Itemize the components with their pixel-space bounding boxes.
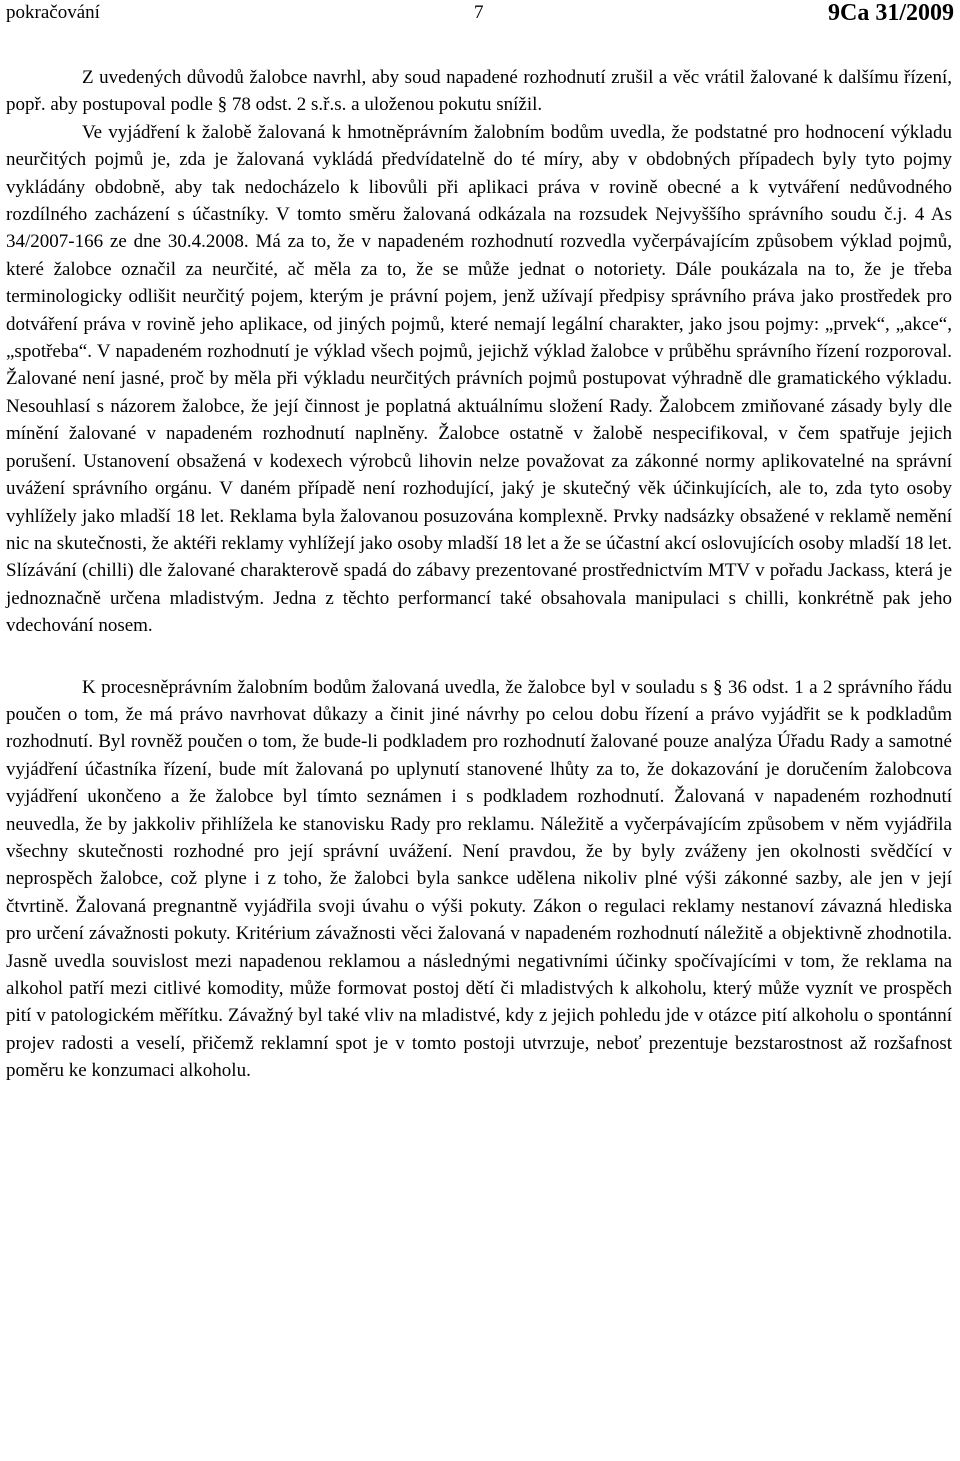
document-body xyxy=(6,64,952,1085)
paragraph-substantive-response: Ve vyjádření k žalobě žalovaná k hmotněprávním žalobním bodům uvedla, že podstatné pro hodnocení výkladu neurčitých pojmů je, zda je žalovaná vykládá předvídatelně do té míry, aby v obdobných případech byly tyto pojmy vykládány obdobně, aby tak nedocházelo k libovůli při aplikaci práva v rovině obecné a k vytváření nedůvodného rozdílného zacházení s účastníky. V tomto směru žalovaná odkázala na rozsudek Nejvyššího správního soudu č.j. 4 As 34/2007-166 ze dne 30.4.2008. Má za to, že v napadeném rozhodnutí rozvedla vyčerpávajícím způsobem výklad pojmů, které žalobce označil za neurčité, ač měla za to, že se může jednat o notoriety. Dále poukázala na to, že je třeba terminologicky odlišit neurčitý pojem, kterým je právní pojem, jenž užívají předpisy správního práva jako prostředek pro dotváření práva v rovině jeho aplikace, od jiných pojmů, které nemají legální charakter, jako jsou pojmy: „prvek“, „akce“, „spotřeba“. V napadeném rozhodnutí je výklad všech pojmů, jejichž výklad žalobce v průběhu správního řízení rozporoval. Žalované není jasné, proč by měla při výkladu neurčitých právních pojmů postupovat výhradně dle gramatického výkladu. Nesouhlasí s názorem žalobce, že její činnost je poplatná aktuálnímu složení Rady. Žalobcem zmiňované zásady byly dle mínění žalované v napadeném rozhodnutí naplněny. Žalobce ostatně v žalobě nespecifikoval, v čem spatřuje jejich porušení. Ustanovení obsažená v kodexech výrobců lihovin nelze považovat za zákonné normy aplikovatelné na správní uvážení správního orgánu. V daném případě není rozhodující, jaký je skutečný věk účinkujících, ale to, zda tyto osoby vyhlížely jako mladší 18 let. Reklama byla žalovanou posuzována komplexně. Prvky nadsázky obsažené v reklamě nemění nic na skutečnosti, že aktéři reklamy vyhlížejí jako osoby mladší 18 let a že se účastní akcí oslovujících osoby mladší 18 let. Slízávání (chilli) dle žalované charakterově spadá do zábavy prezentované prostřednictvím MTV v pořadu Jackass, která je jednoznačně určena mladistvým. Jedna z těchto performancí také obsahovala manipulaci s chilli, konkrétně pak jeho vdechování nosem. xyxy=(6,121,952,637)
page-number: 7 xyxy=(474,2,484,23)
continuation-label: pokračování xyxy=(6,2,100,23)
paragraph-conclusion: Z uvedených důvodů žalobce navrhl, aby soud napadené rozhodnutí zrušil a věc vrátil žalované k dalšímu řízení, popř. aby postupoval podle § 78 odst. 2 s.ř.s. a uloženou pokutu snížil. xyxy=(6,67,952,116)
case-number: 9Ca 31/2009 xyxy=(828,0,954,26)
paragraph-procedural-response: K procesněprávním žalobním bodům žalovaná uvedla, že žalobce byl v souladu s § 36 odst. 1 a 2 správního řádu poučen o tom, že má právo navrhovat důkazy a činit jiné návrhy po celou dobu řízení a právo vyjádřit se k podkladům rozhodnutí. Byl rovněž poučen o tom, že bude-li podkladem pro rozhodnutí žalované pouze analýza Úřadu Rady a samotné vyjádření účastníka řízení, bude mít žalovaná po uplynutí stanovené lhůty za to, že dokazování je doručením žalobcova vyjádření ukončeno a že žalobce byl tímto seznámen i s podkladem rozhodnutí. Žalovaná v napadeném rozhodnutí neuvedla, že by jakkoliv přihlížela ke stanovisku Rady pro reklamu. Náležitě a vyčerpávajícím způsobem v něm vyjádřila všechny skutečnosti rozhodné pro její správní uvážení. Není pravdou, že by byly zváženy jen okolnosti svědčící v neprospěch žalobce, což plyne i z toho, že žalobci byla sankce udělena nikoliv plné výši zákonné sazby, ale jen v její čtvrtině. Žalovaná pregnantně vyjádřila svoji úvahu o výši pokuty. Zákon o regulaci reklamy nestanoví závazná hlediska pro určení závažnosti pokuty. Kritérium závažnosti věci žalovaná v napadeném rozhodnutí náležitě a objektivně zhodnotila. Jasně uvedla souvislost mezi napadenou reklamou a následnými negativními účinky spočívajícími v tom, že reklama na alkohol patří mezi citlivé komodity, může formovat postoj dětí či mladistvých k alkoholu, který může vyznít ve prospěch pití v patologickém měřítku. Závažný byl také vliv na mladistvé, kdy z jejich pohledu jde v otázce pití alkoholu o spontánní projev radosti a veselí, přičemž reklamní spot je v tomto postoji utvrzuje, neboť prezentuje bezstarostnost až rozšafnost poměru ke konzumaci alkoholu. xyxy=(6,676,952,1082)
page-header xyxy=(0,0,960,34)
